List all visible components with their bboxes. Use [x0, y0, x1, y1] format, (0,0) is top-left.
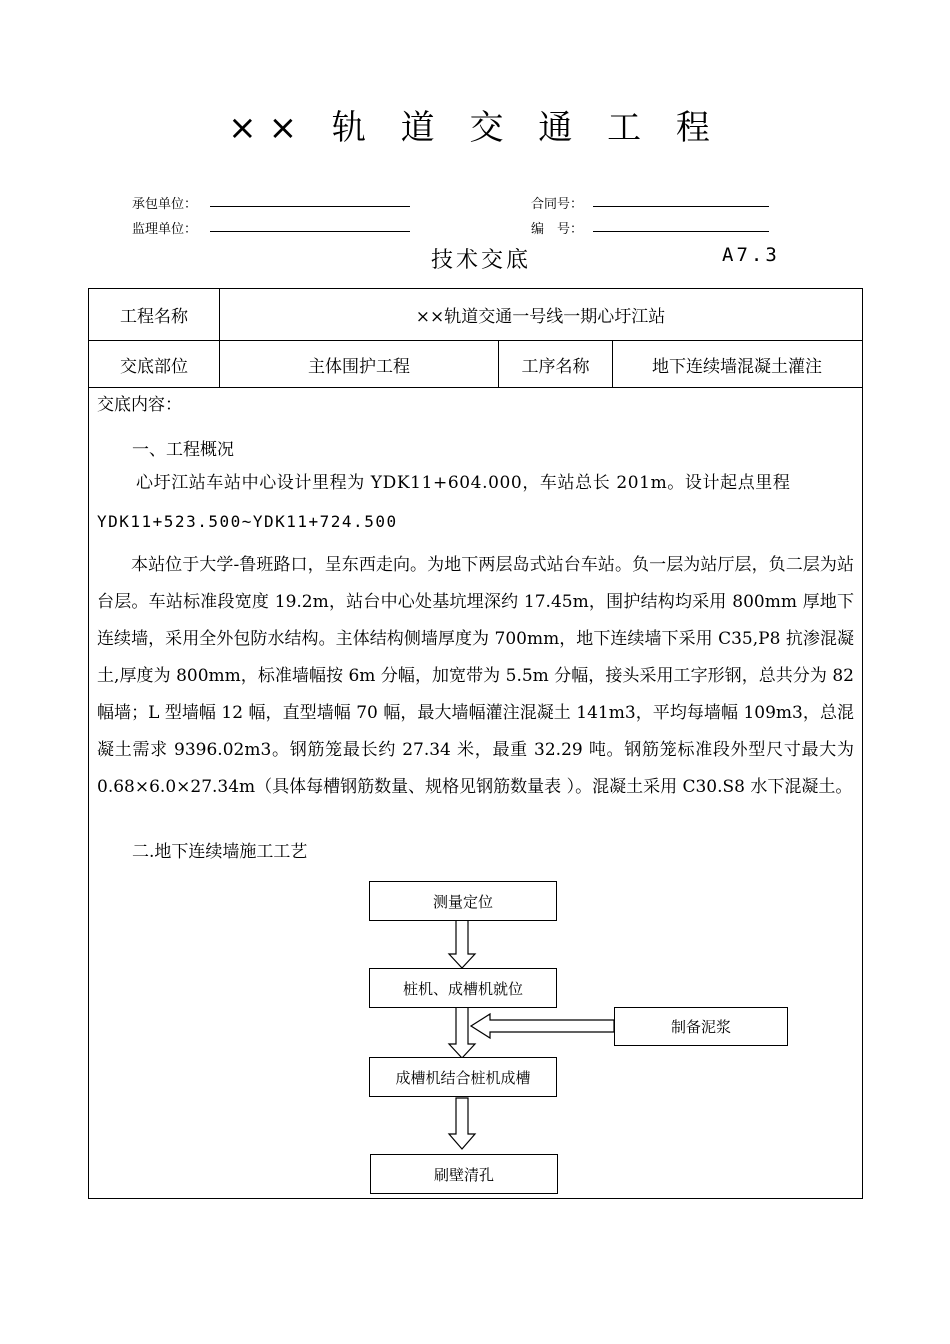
section2-title: 二.地下连续墙施工工艺	[132, 842, 308, 862]
side-input-arrow	[471, 1014, 614, 1038]
flow-arrow	[449, 1098, 475, 1149]
flow-step-wall-cleaning: 刷壁清孔	[370, 1154, 558, 1194]
project-name-label: 工程名称	[120, 307, 188, 327]
para1-line2: YDK11+523.500~YDK11+724.500	[97, 512, 398, 531]
flow-step-trenching: 成槽机结合桩机成槽	[369, 1057, 557, 1097]
process-label: 工序名称	[521, 356, 590, 377]
flow-side-slurry: 制备泥浆	[614, 1007, 788, 1046]
para1-line1: 心圩江站车站中心设计里程为 YDK11+604.000，车站总长 201m。设计起点里程	[136, 473, 791, 493]
document-title: ×× 轨 道 交 通 工 程	[228, 108, 722, 148]
serial-no-label: 编 号：	[531, 222, 584, 237]
row-divider	[88, 387, 862, 388]
flow-step-survey: 测量定位	[369, 881, 557, 921]
serial-no-field[interactable]	[593, 231, 769, 232]
contractor-field[interactable]	[210, 206, 410, 207]
flow-arrow	[449, 920, 475, 968]
section1-title: 一、工程概况	[132, 440, 234, 460]
supervisor-field[interactable]	[210, 231, 410, 232]
flow-arrow	[449, 1007, 475, 1058]
doc-type: 技术交底	[431, 248, 532, 273]
project-name-value: ××轨道交通一号线一期心圩江站	[415, 307, 666, 327]
supervisor-label: 监理单位：	[132, 222, 198, 237]
part-value: 主体围护工程	[308, 356, 410, 377]
part-label: 交底部位	[120, 356, 188, 377]
flow-step-machine-positioning: 桩机、成槽机就位	[369, 968, 557, 1008]
contractor-label: 承包单位：	[132, 197, 198, 212]
process-value: 地下连续墙混凝土灌注	[652, 356, 822, 377]
contract-no-label: 合同号：	[531, 197, 584, 212]
para2: 本站位于大学-鲁班路口，呈东西走向。为地下两层岛式站台车站。负一层为站厅层，负二层为站台层。车站标准段宽度 19.2m，站台中心处基坑埋深约 17.45m，围护结构均采用 800mm 厚地下连续墙，采用全外包防水结构。主体结构侧墙厚度为 700mm，地下连续墙下采用 C35,P8 抗渗混凝土,厚度为 800mm，标准墙幅按 6m 分幅，加宽带为 5.5m 分幅，接头采用工字形钢，总共分为 82 幅墙；L 型墙幅 12 幅，直型墙幅 70 幅，最大墙幅灌注混凝土 141m3，平均每墙幅 109m3，总混凝土需求 9396.02m3。钢筋笼最长约 27.34 米，最重 32.29 吨。钢筋笼标准段外型尺寸最大为 0.68×6.0×27.34m（具体每槽钢筋数量、规格见钢筋数量表 ）。混凝土采用 C30.S8 水下混凝土。	[97, 555, 854, 797]
doc-code: A7.3	[722, 244, 780, 266]
contract-no-field[interactable]	[593, 206, 769, 207]
content-heading: 交底内容：	[97, 395, 182, 415]
